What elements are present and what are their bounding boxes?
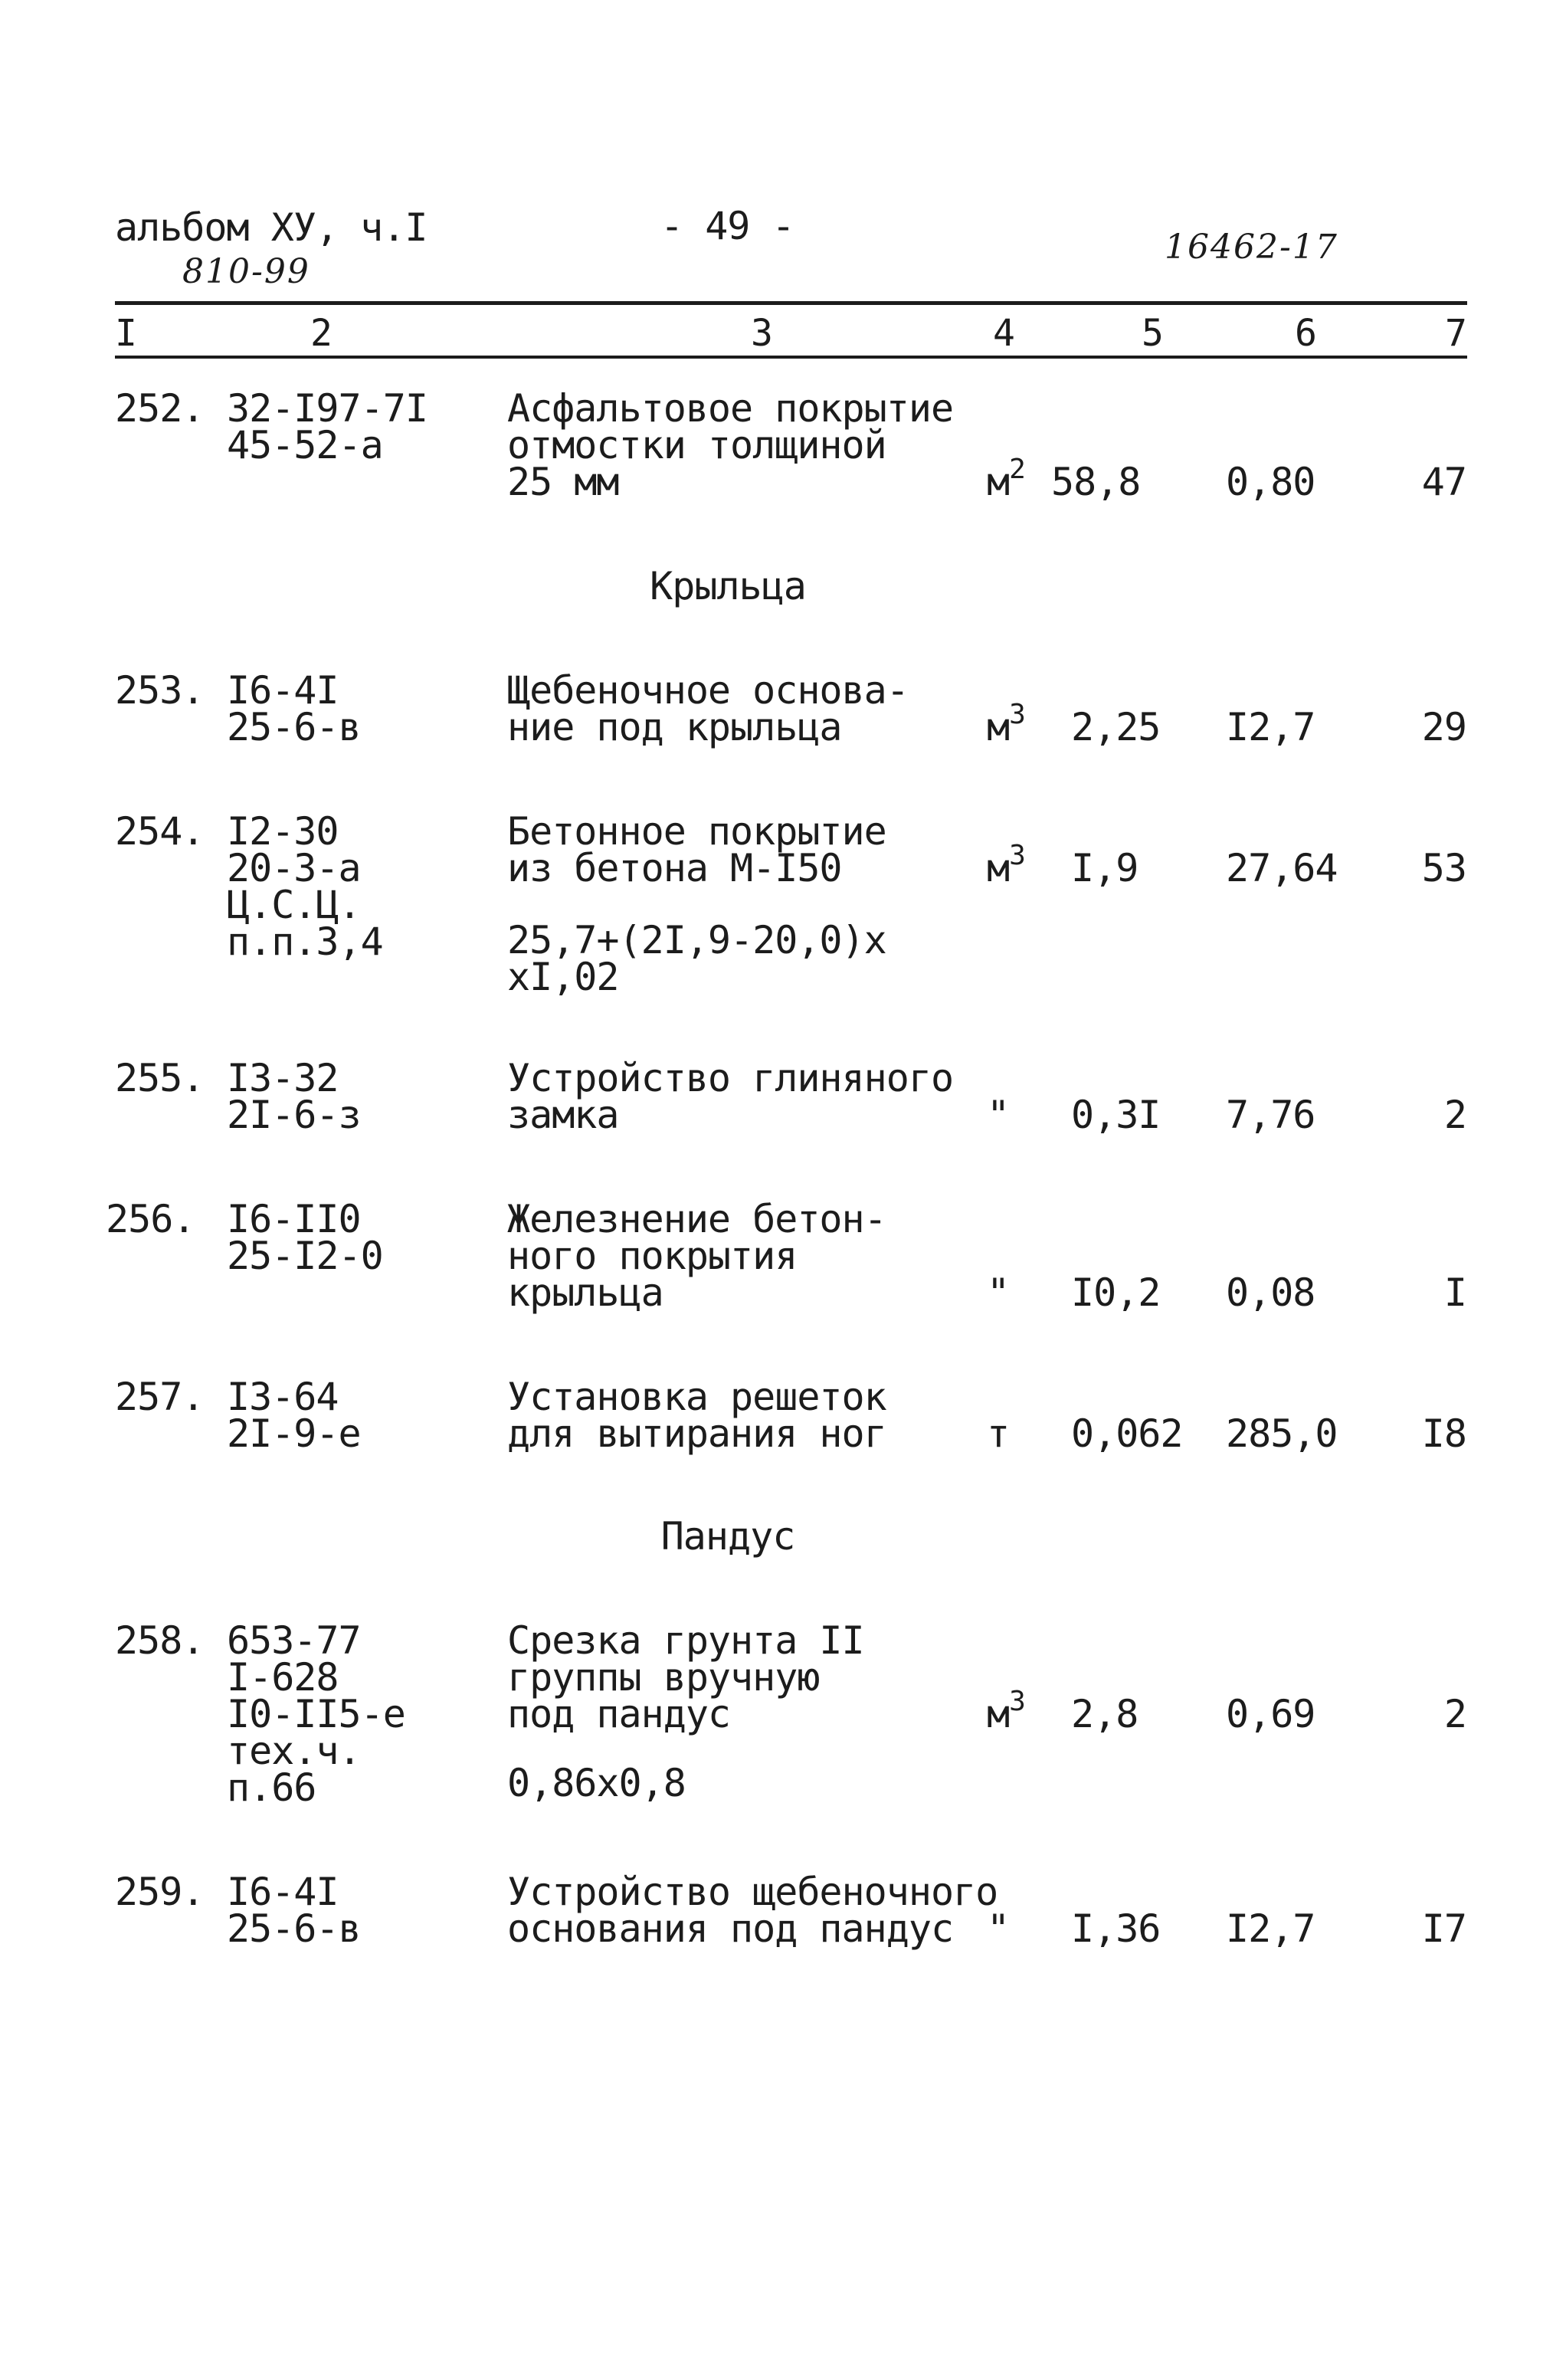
- norm-code: 25-6-в: [227, 705, 361, 749]
- work-description: для вытирания ног: [507, 1411, 886, 1456]
- norm-code: 20-3-а: [227, 846, 361, 890]
- row-number: 256.: [106, 1197, 195, 1241]
- row-number: 255.: [115, 1056, 205, 1100]
- column-header-3: 3: [751, 312, 772, 355]
- work-description: ние под крыльца: [507, 705, 842, 749]
- norm-code: 653-77: [227, 1618, 361, 1663]
- work-description: Асфальтовое покрытие: [507, 386, 954, 431]
- total-cost: 2: [1443, 1692, 1466, 1736]
- quantity-formula: 25,7+(2I,9-20,0)х: [507, 918, 886, 962]
- work-description: под пандус: [507, 1692, 731, 1736]
- quantity: I,36: [1071, 1906, 1161, 1951]
- work-description: группы вручную: [507, 1655, 820, 1700]
- unit-of-measure: $м^3$: [987, 840, 1025, 890]
- column-header-6: 6: [1295, 312, 1316, 355]
- quantity: 0,3I: [1071, 1093, 1161, 1137]
- section-heading-ramp: Пандус: [660, 1514, 795, 1559]
- quantity: 58,8: [1051, 460, 1141, 504]
- work-description: Железнение бетон-: [507, 1197, 886, 1241]
- quantity: 2,25: [1071, 705, 1161, 749]
- norm-code: 45-52-а: [227, 423, 383, 467]
- header-top-rule: [115, 301, 1467, 305]
- column-header-7: 7: [1445, 312, 1466, 355]
- norm-code: 25-6-в: [227, 1906, 361, 1951]
- quantity: I0,2: [1071, 1270, 1161, 1315]
- work-description: Устройство щебеночного: [507, 1870, 998, 1914]
- header-bottom-rule: [115, 356, 1467, 359]
- unit-of-measure: т: [987, 1411, 1010, 1456]
- norm-code: п.66: [227, 1765, 316, 1810]
- quantity-formula: хI,02: [507, 955, 619, 999]
- work-description: Срезка грунта II: [507, 1618, 864, 1663]
- column-header-5: 5: [1142, 312, 1163, 355]
- total-cost: 53: [1421, 846, 1466, 890]
- row-number: 258.: [115, 1618, 205, 1663]
- norm-code: I6-4I: [227, 668, 339, 713]
- total-cost: 2: [1443, 1093, 1466, 1137]
- unit-price: I2,7: [1226, 705, 1315, 749]
- norm-code: I3-64: [227, 1375, 339, 1419]
- work-description: Устройство глиняного: [507, 1056, 954, 1100]
- unit-price: 0,08: [1226, 1270, 1315, 1315]
- norm-code: 2I-6-з: [227, 1093, 361, 1137]
- quantity-formula: 0,86х0,8: [507, 1761, 686, 1805]
- unit-of-measure: $м^3$: [987, 1686, 1025, 1736]
- work-description: основания под пандус: [507, 1906, 954, 1951]
- work-description: Щебеночное основа-: [507, 668, 909, 713]
- column-header-4: 4: [993, 312, 1014, 355]
- section-heading-porch: Крыльца: [650, 564, 806, 608]
- norm-code: 2I-9-е: [227, 1411, 361, 1456]
- total-cost: I: [1443, 1270, 1466, 1315]
- norm-code: Ц.С.Ц.: [227, 883, 361, 927]
- norm-code: I2-30: [227, 809, 339, 854]
- total-cost: 47: [1421, 460, 1466, 504]
- work-description: отмостки толщиной: [507, 423, 886, 467]
- unit-ditto-mark: ": [987, 1270, 1010, 1315]
- norm-code: п.п.3,4: [227, 920, 383, 964]
- row-number: 257.: [115, 1375, 205, 1419]
- norm-code: I6-II0: [227, 1197, 361, 1241]
- work-description: из бетона М-I50: [507, 846, 842, 890]
- quantity: I,9: [1071, 846, 1138, 890]
- norm-code: I0-II5-е: [227, 1692, 405, 1736]
- unit-price: 0,80: [1226, 460, 1315, 504]
- work-description: замка: [507, 1093, 619, 1137]
- unit-ditto-mark: ": [987, 1093, 1010, 1137]
- unit-price: 0,69: [1226, 1692, 1315, 1736]
- handwritten-note-right: 16462-17: [1165, 228, 1338, 267]
- norm-code: I-628: [227, 1655, 339, 1700]
- row-number: 253.: [115, 668, 205, 713]
- work-description: крыльца: [507, 1270, 663, 1315]
- row-number: 252.: [115, 386, 205, 431]
- handwritten-note-left: 810-99: [182, 252, 310, 291]
- work-description: 25 мм: [507, 460, 619, 504]
- total-cost: I8: [1421, 1411, 1466, 1456]
- unit-price: 7,76: [1226, 1093, 1315, 1137]
- work-description: ного покрытия: [507, 1234, 798, 1278]
- row-number: 259.: [115, 1870, 205, 1914]
- norm-code: I6-4I: [227, 1870, 339, 1914]
- unit-price: 27,64: [1226, 846, 1338, 890]
- row-number: 254.: [115, 809, 205, 854]
- unit-of-measure: $м^2$: [987, 454, 1025, 504]
- norm-code: 32-I97-7I: [227, 386, 428, 431]
- total-cost: 29: [1421, 705, 1466, 749]
- norm-code: тех.ч.: [227, 1729, 361, 1773]
- norm-code: 25-I2-0: [227, 1234, 383, 1278]
- norm-code: I3-32: [227, 1056, 339, 1100]
- total-cost: I7: [1421, 1906, 1466, 1951]
- column-header-2: 2: [310, 312, 332, 355]
- unit-of-measure: $м^3$: [987, 699, 1025, 749]
- work-description: Бетонное покрытие: [507, 809, 886, 854]
- page-number: - 49 -: [660, 204, 794, 248]
- unit-price: 285,0: [1226, 1411, 1338, 1456]
- column-header-1: I: [115, 312, 136, 355]
- quantity: 2,8: [1071, 1692, 1138, 1736]
- album-reference: альбом ХУ, ч.I: [115, 205, 428, 250]
- quantity: 0,062: [1071, 1411, 1183, 1456]
- work-description: Установка решеток: [507, 1375, 886, 1419]
- unit-price: I2,7: [1226, 1906, 1315, 1951]
- unit-ditto-mark: ": [987, 1906, 1010, 1951]
